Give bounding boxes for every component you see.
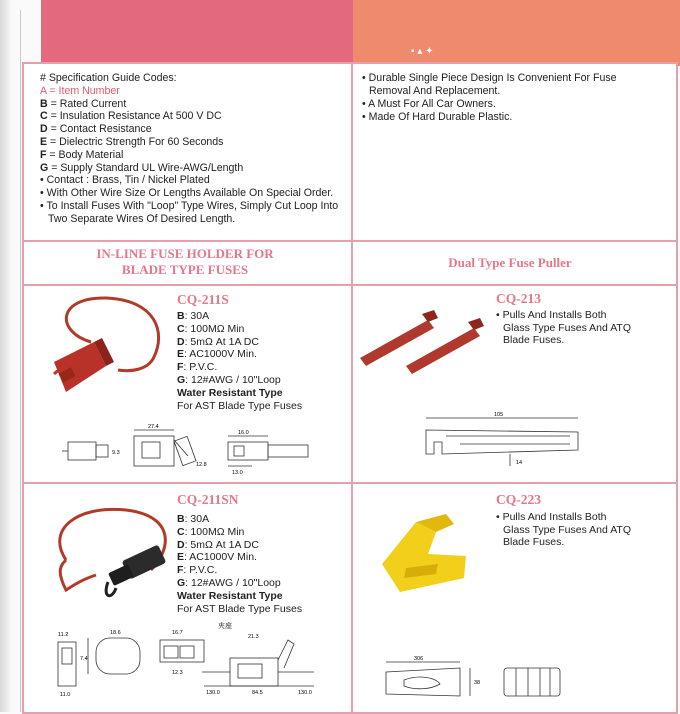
inline-fuse-holder-title: IN-LINE FUSE HOLDER FOR BLADE TYPE FUSES bbox=[96, 246, 274, 277]
feature-line: • Durable Single Piece Design Is Convenient For Fuse bbox=[362, 72, 617, 84]
spec-note: • To Install Fuses With "Loop" Type Wires, Simply Cut Loop Into bbox=[40, 199, 339, 212]
decorative-mark: ▪ ▴ ✦ bbox=[411, 46, 434, 57]
spec-heading: # Specification Guide Codes: bbox=[40, 72, 177, 84]
product-specs-cq211sn: B: 30A C: 100MΩ Min D: 5mΩ At 1A DC E: AC1000V Min. F: P.V.C. G: 12#AWG / 10"Loop Water Resistant Type For AST Blade Type Fuses bbox=[177, 513, 303, 615]
svg-text:105: 105 bbox=[494, 412, 504, 418]
svg-text:12.3: 12.3 bbox=[172, 670, 183, 676]
svg-text:130.0: 130.0 bbox=[206, 690, 220, 696]
spec-note: Two Separate Wires Of Desired Length. bbox=[48, 212, 236, 225]
svg-text:11.0: 11.0 bbox=[60, 692, 71, 698]
fuse-holder-drawing-2 bbox=[52, 620, 322, 702]
spec-code-f: F = Body Material bbox=[40, 148, 124, 161]
fuse-puller-title: Dual Type Fuse Puller bbox=[448, 255, 572, 270]
svg-text:16.0: 16.0 bbox=[238, 430, 249, 436]
spec-note: • With Other Wire Size Or Lengths Available On Special Order. bbox=[40, 187, 334, 200]
header-band-orange bbox=[353, 0, 680, 66]
spec-code-b: B = Rated Current bbox=[40, 97, 127, 110]
svg-text:11.2: 11.2 bbox=[58, 632, 69, 638]
puller-features bbox=[362, 72, 662, 124]
section-divider-2 bbox=[22, 284, 678, 286]
svg-text:306: 306 bbox=[414, 656, 424, 662]
spec-note: • Contact : Brass, Tin / Nickel Plated bbox=[40, 174, 210, 187]
svg-text:9.3: 9.3 bbox=[112, 450, 120, 456]
section-divider-3 bbox=[22, 482, 678, 484]
svg-text:18.6: 18.6 bbox=[110, 630, 121, 636]
fuse-holder-photo-2 bbox=[36, 490, 176, 610]
svg-text:16.7: 16.7 bbox=[172, 630, 183, 636]
page-binding-edge bbox=[0, 0, 10, 712]
spec-code-d: D = Contact Resistance bbox=[40, 123, 152, 136]
fuse-holder-photo-1 bbox=[36, 292, 176, 402]
product-code-cq213: CQ-213 bbox=[496, 291, 541, 306]
fuse-puller-photo-2 bbox=[376, 504, 486, 600]
spec-code-e: E = Dielectric Strength For 60 Seconds bbox=[40, 135, 224, 148]
product-code-cq211s: CQ-211S bbox=[177, 292, 229, 307]
svg-text:38: 38 bbox=[474, 680, 481, 686]
fuse-puller-drawing-2 bbox=[380, 650, 570, 706]
feature-line: • A Must For All Car Owners. bbox=[362, 98, 496, 110]
puller-desc-cq213: • Pulls And Installs Both Glass Type Fuses And ATQ Blade Fuses. bbox=[496, 309, 632, 346]
feature-line: • Made Of Hard Durable Plastic. bbox=[362, 111, 513, 123]
fuse-puller-drawing-1 bbox=[420, 410, 590, 472]
svg-text:21.3: 21.3 bbox=[248, 634, 259, 640]
spec-code-g: G = Supply Standard UL Wire-AWG/Length bbox=[40, 161, 244, 174]
svg-text:12.8: 12.8 bbox=[196, 462, 207, 468]
spec-guide bbox=[40, 72, 360, 226]
product-code-cq211sn: CQ-211SN bbox=[177, 492, 239, 507]
svg-text:夾座: 夾座 bbox=[218, 623, 232, 630]
margin-line bbox=[20, 10, 21, 712]
svg-text:84.5: 84.5 bbox=[252, 690, 263, 696]
feature-line: Removal And Replacement. bbox=[369, 85, 501, 97]
section-divider-1 bbox=[22, 240, 678, 242]
svg-text:27.4: 27.4 bbox=[148, 424, 159, 430]
fuse-puller-photo-1 bbox=[356, 300, 491, 380]
svg-text:14: 14 bbox=[516, 460, 523, 466]
fuse-holder-drawing-1 bbox=[62, 420, 312, 476]
header-band-pink bbox=[41, 0, 353, 66]
spec-code-c: C = Insulation Resistance At 500 V DC bbox=[40, 110, 222, 123]
puller-desc-cq223: • Pulls And Installs Both Glass Type Fuses And ATQ Blade Fuses. bbox=[496, 511, 632, 548]
spec-code-a: A = Item Number bbox=[40, 84, 120, 97]
product-code-cq223: CQ-223 bbox=[496, 492, 541, 507]
svg-text:13.0: 13.0 bbox=[232, 470, 243, 476]
product-specs-cq211s: B: 30A C: 100MΩ Min D: 5mΩ At 1A DC E: AC1000V Min. F: P.V.C. G: 12#AWG / 10"Loop Water Resistant Type For AST Blade Type Fuses bbox=[177, 310, 303, 412]
svg-text:7.4: 7.4 bbox=[80, 656, 88, 662]
svg-text:130.0: 130.0 bbox=[298, 690, 312, 696]
